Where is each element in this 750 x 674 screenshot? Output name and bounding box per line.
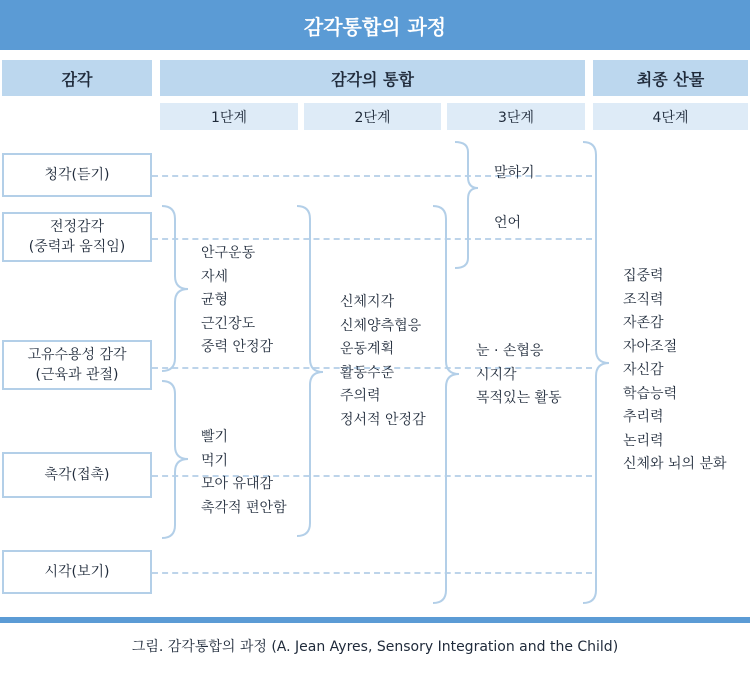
stage-4-label: 4단계 [593, 103, 748, 130]
stage1-item: 촉각적 편안함 [201, 499, 287, 516]
sense-box-vestibular [2, 212, 152, 262]
bracket-stage1-lower [162, 381, 188, 538]
sense-line: (근육과 관절) [35, 367, 119, 383]
stage1-list-lower [201, 426, 287, 520]
sense-line: 전정감각 [49, 219, 105, 235]
diagram-title: 감각통합의 과정 [0, 0, 750, 50]
sense-line: 촉각(접촉) [44, 467, 110, 483]
sense-box-visual [2, 550, 152, 594]
stage3-speech-item: 언어 [494, 215, 522, 231]
stage2-list [340, 291, 426, 432]
stage4-item: 자아조절 [623, 338, 678, 355]
sense-line: 시각(보기) [44, 564, 110, 580]
figure-caption: 그림. 감각통합의 과정 (A. Jean Ayres, Sensory Integration and the Child) [131, 639, 619, 655]
stage1-list-upper [201, 242, 273, 360]
stage1-item: 빨기 [201, 429, 229, 445]
bottom-divider [0, 617, 750, 623]
bracket-stage3-speech [455, 142, 478, 268]
bracket-stage1-upper [162, 206, 188, 371]
stage2-item: 활동수준 [340, 364, 395, 381]
stage3-speech-list [494, 148, 535, 248]
stage-2-label: 2단계 [304, 103, 441, 130]
visual-dashed-line [152, 572, 592, 574]
sense-line: (중력과 움직임) [28, 239, 126, 255]
stage1-item: 모아 유대감 [201, 476, 274, 492]
bracket-stage3 [433, 206, 459, 603]
stage-1-label: 1단계 [160, 103, 298, 130]
header-final-product: 최종 산물 [593, 60, 748, 96]
stage3-item: 목적있는 활동 [476, 390, 562, 406]
stage4-item: 자존감 [623, 315, 664, 331]
stage1-item: 근긴장도 [201, 315, 256, 332]
stage4-item: 집중력 [623, 268, 664, 284]
stage4-item: 신체와 뇌의 분화 [623, 456, 727, 472]
sense-line: 고유수용성 감각 [27, 347, 127, 363]
bracket-stage4 [583, 142, 609, 603]
stage4-item: 논리력 [623, 432, 664, 449]
stage4-item: 학습능력 [623, 385, 678, 402]
stage2-item: 정서적 안정감 [340, 411, 426, 428]
stage4-item: 조직력 [623, 291, 664, 308]
stage2-item: 주의력 [340, 388, 381, 404]
header-sense: 감각 [2, 60, 152, 96]
stage1-item: 안구운동 [201, 245, 256, 261]
stage-3-label: 3단계 [447, 103, 585, 130]
sense-box-proprioceptive [2, 340, 152, 390]
stage1-item: 먹기 [201, 452, 229, 469]
bracket-stage2 [297, 206, 323, 536]
stage3-item: 눈 · 손협응 [476, 343, 544, 359]
stage1-item: 자세 [201, 268, 229, 285]
stage2-item: 운동계획 [340, 341, 395, 357]
sense-box-tactile [2, 452, 152, 498]
header-integration: 감각의 통합 [160, 60, 585, 96]
stage4-item: 자신감 [623, 362, 664, 378]
stage2-item: 신체지각 [340, 294, 395, 310]
stage4-list [623, 265, 727, 477]
stage2-item: 신체양측협응 [340, 317, 422, 334]
sense-line: 청각(듣기) [44, 167, 110, 183]
stage1-item: 균형 [201, 292, 229, 308]
stage1-item: 중력 안정감 [201, 339, 274, 355]
stage3-item: 시지각 [476, 366, 517, 383]
stage3-speech-item: 말하기 [494, 165, 535, 181]
sense-box-hearing [2, 153, 152, 197]
stage3-list [476, 340, 562, 411]
stage4-item: 추리력 [623, 409, 664, 425]
